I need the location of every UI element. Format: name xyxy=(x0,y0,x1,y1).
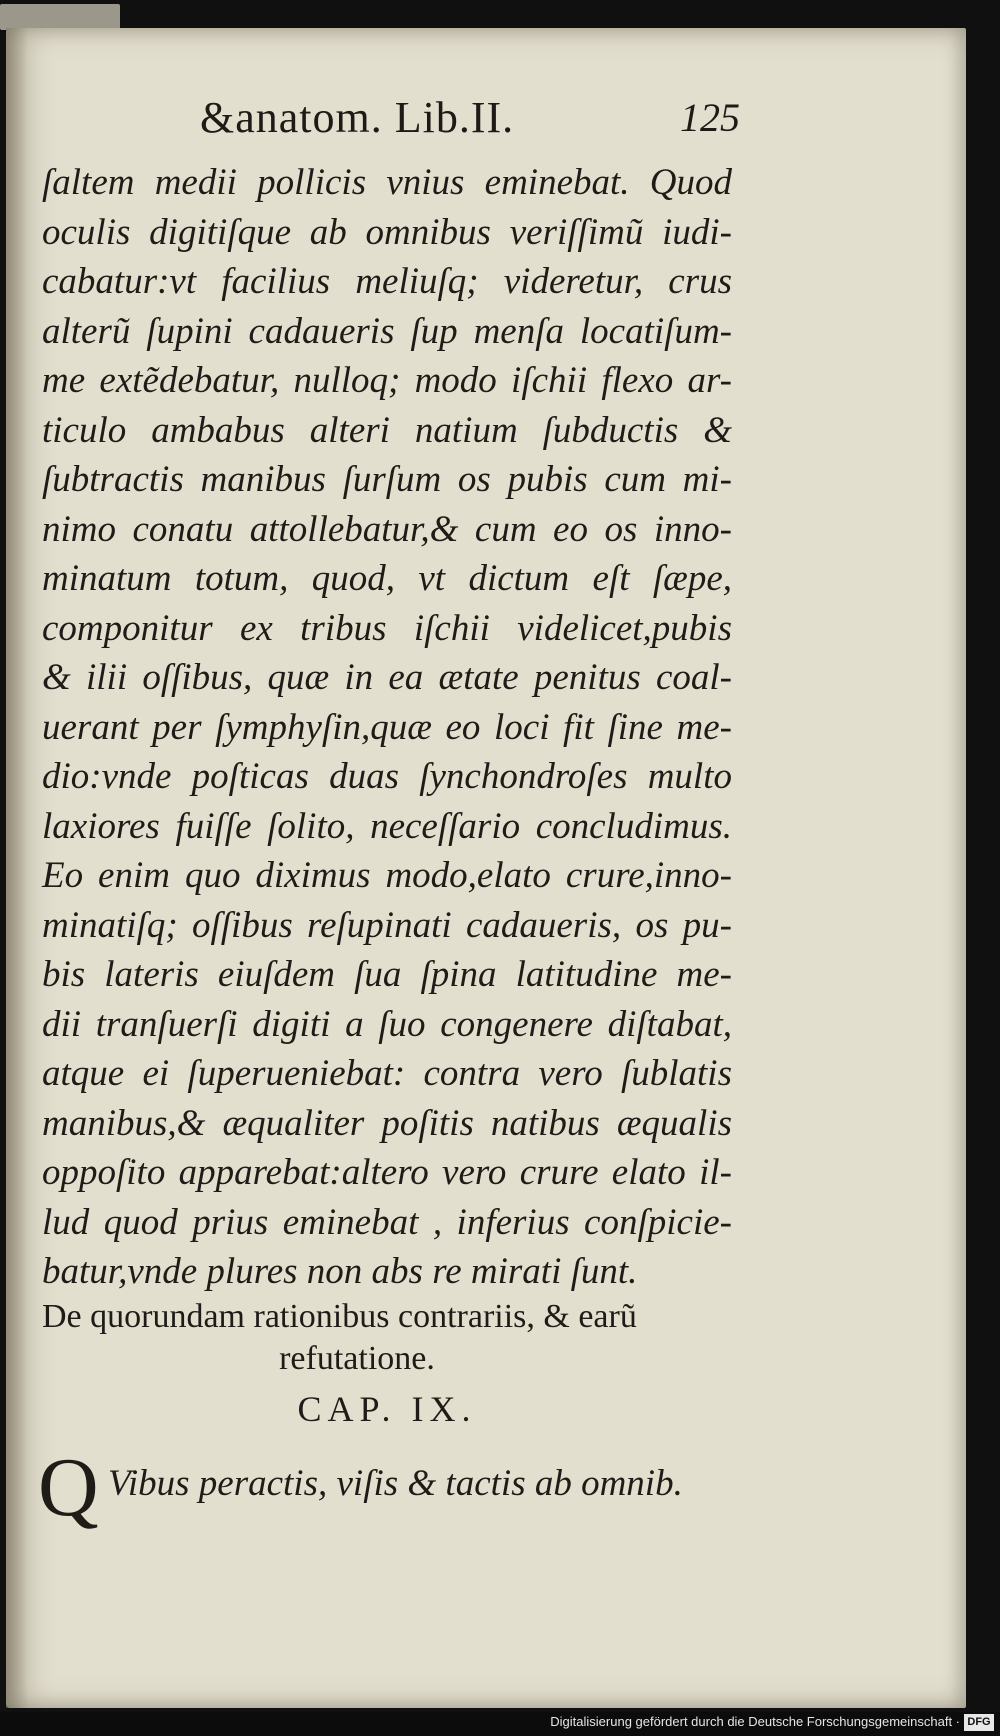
section-heading-line: De quorundam rationibus contrariis, & earũ xyxy=(42,1298,637,1335)
text-line: dio:vnde poſticas duas ſynchondroſes multo xyxy=(42,756,732,797)
page-number: 125 xyxy=(680,95,740,140)
text-line: oppoſito apparebat:altero vero crure elato il- xyxy=(42,1152,732,1193)
section-heading-line: refutatione. xyxy=(279,1340,435,1377)
text-line: uerant per ſymphyſin,quæ eo loci fit ſine me- xyxy=(42,706,732,748)
text-line: ſubtractis manibus ſurſum os pubis cum mi- xyxy=(42,459,732,500)
text-line: nimo conatu attollebatur,& cum eo os inno- xyxy=(42,508,732,550)
text-line: & ilii oſſibus, quæ in ea ætate penitus coal- xyxy=(42,657,732,698)
text-line: atque ei ſuperueniebat: contra vero ſublatis xyxy=(42,1053,732,1094)
text-line: manibus,& æqualiter poſitis natibus æqualis xyxy=(42,1102,732,1144)
text-line: laxiores fuiſſe ſolito, neceſſario concludimus. xyxy=(42,805,732,847)
text-line: alterũ ſupini cadaueris ſup menſa locatiſum- xyxy=(42,310,732,352)
digitization-credit: Digitalisierung gefördert durch die Deutsche Forschungsgemeinschaft · xyxy=(550,1714,960,1729)
text-line: oculis digitiſque ab omnibus veriſſimũ iudi- xyxy=(42,211,732,253)
running-head-title: &anatom. Lib.II. xyxy=(200,93,515,142)
text-line: dii tranſuerſi digiti a ſuo congenere diſtabat, xyxy=(42,1003,732,1045)
text-line: minatiſq; oſſibus reſupinati cadaueris, os pu- xyxy=(42,904,732,946)
page-corner-edge xyxy=(0,4,120,30)
section-heading xyxy=(42,1296,732,1380)
text-line: Eo enim quo diximus modo,elato crure,inno- xyxy=(42,855,732,896)
text-line: lud quod prius eminebat , inferius conſpicie- xyxy=(42,1201,732,1243)
text-line: ſaltem medii pollicis vnius eminebat. Quod xyxy=(42,162,732,203)
text-line: componitur ex tribus iſchii videlicet,pubis xyxy=(42,607,732,649)
text-line: batur,vnde plures non abs re mirati ſunt. xyxy=(42,1251,638,1292)
body-text xyxy=(42,158,732,1297)
text-line: bis lateris eiuſdem ſua ſpina latitudine me- xyxy=(42,954,732,995)
page-gutter-shadow xyxy=(6,28,28,1708)
text-line: me extẽdebatur, nulloq; modo iſchii flexo ar- xyxy=(42,360,732,401)
text-line: ticulo ambabus alteri natium ſubductis & xyxy=(42,409,732,451)
text-line: minatum totum, quod, vt dictum eſt ſæpe, xyxy=(42,558,732,599)
chapter-heading: CAP. IX. xyxy=(297,1389,477,1429)
drop-capital: Q xyxy=(38,1441,99,1534)
chapter-opening xyxy=(38,1441,738,1534)
running-head xyxy=(200,92,740,148)
dfg-logo-icon: DFG xyxy=(964,1714,994,1731)
opening-line: Vibus peractis, viſis & tactis ab omnib. xyxy=(108,1463,683,1504)
text-line: cabatur:vt facilius meliuſq; videretur, crus xyxy=(42,261,732,302)
